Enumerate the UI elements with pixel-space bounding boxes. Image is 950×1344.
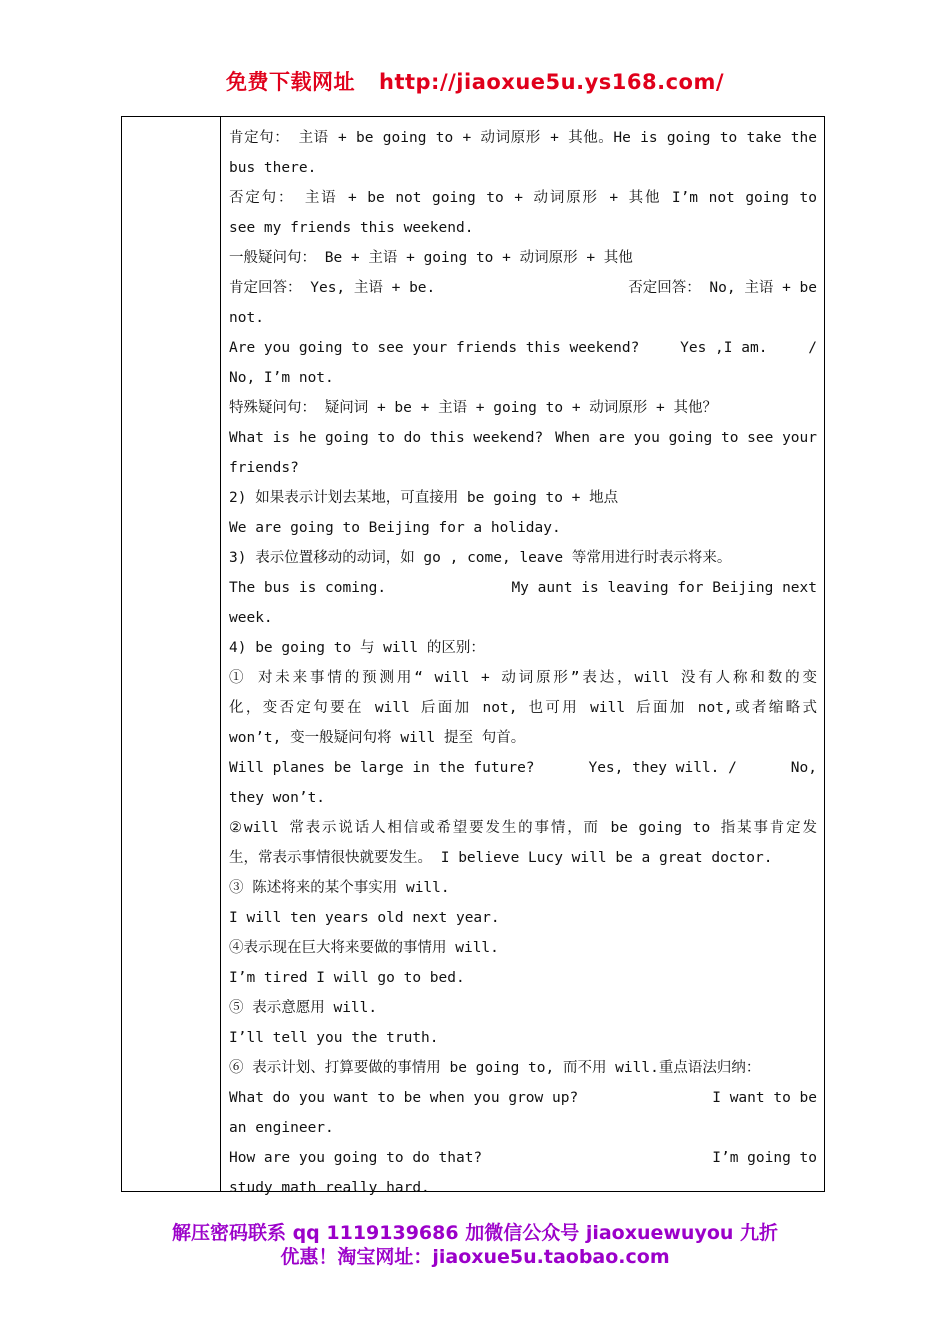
text-line: [229, 573, 817, 603]
text-segment: No,: [790, 760, 817, 776]
text-segment: The bus is coming.: [229, 580, 387, 596]
text-line: friends?: [229, 460, 299, 476]
text-line: I’ll tell you the truth.: [229, 1030, 439, 1046]
text-line: ③ 陈述将来的某个事实用 will.: [229, 880, 450, 896]
text-line: bus there.: [229, 160, 317, 176]
text-line: [229, 273, 817, 303]
header-label: 免费下载网址: [226, 70, 355, 94]
text-line: 3) 表示位置移动的动词，如 go , come, leave 等常用进行时表示将来。: [229, 550, 732, 566]
text-line: 化，变否定句要在 will 后面加 not, 也可用 will 后面加 not,或者缩略式: [229, 700, 817, 716]
text-line: I’m tired I will go to bed.: [229, 970, 465, 986]
text-line: 4) be going to 与 will 的区别：: [229, 640, 485, 656]
text-line: not.: [229, 310, 264, 326]
text-line: ⑤ 表示意愿用 will.: [229, 1000, 378, 1016]
text-line: 特殊疑问句： 疑问词 + be + 主语 + going to + 动词原形 + 其他？: [229, 400, 717, 416]
footer-contact-line: 解压密码联系 qq 1119139686 加微信公众号 jiaoxuewuyou 九折: [171, 1222, 779, 1244]
text-line: [229, 1143, 817, 1173]
text-line: ① 对未来事情的预测用“ will + 动词原形”表达，will 没有人称和数的变: [229, 670, 817, 686]
text-segment: I’m going to: [712, 1150, 817, 1166]
text-segment: When are you going to see your: [555, 430, 817, 446]
text-segment: What is he going to do this weekend?: [229, 430, 544, 446]
text-line: 肯定句： 主语 + be going to + 动词原形 + 其他。He is going to take the: [229, 130, 817, 146]
text-segment: Will planes be large in the future?: [229, 760, 535, 776]
text-line: 2) 如果表示计划去某地，可直接用 be going to + 地点: [229, 490, 619, 506]
download-header: [0, 66, 950, 96]
text-line: We are going to Beijing for a holiday.: [229, 520, 561, 536]
text-line: ②will 常表示说话人相信或希望要发生的事情，而 be going to 指某事肯定发: [229, 820, 817, 836]
text-segment: Yes, they will. /: [588, 760, 737, 776]
text-segment: 否定回答： No, 主语 + be: [628, 280, 817, 296]
text-segment: Yes ,I am.: [680, 340, 768, 356]
text-segment: How are you going to do that?: [229, 1150, 483, 1166]
text-segment: What do you want to be when you grow up?: [229, 1090, 579, 1106]
text-line: they won’t.: [229, 790, 326, 806]
footer-shop-line: 优惠！淘宝网址：jiaoxue5u.taobao.com: [280, 1246, 670, 1268]
grammar-content-cell: [229, 123, 817, 1203]
text-line: study math really hard.: [229, 1180, 430, 1196]
text-line: ④表示现在巨大将来要做的事情用 will.: [229, 940, 499, 956]
text-line: week.: [229, 610, 273, 626]
text-segment: My aunt is leaving for Beijing next: [511, 580, 817, 596]
text-line: see my friends this weekend.: [229, 220, 474, 236]
text-line: won’t, 变一般疑问句将 will 提至 句首。: [229, 730, 526, 746]
text-line: No, I’m not.: [229, 370, 334, 386]
text-line: [229, 423, 817, 453]
text-segment: 肯定回答： Yes, 主语 + be.: [229, 280, 436, 296]
text-segment: I want to be: [712, 1090, 817, 1106]
text-segment: /: [808, 340, 817, 356]
text-line: 一般疑问句： Be + 主语 + going to + 动词原形 + 其他: [229, 250, 633, 266]
text-segment: Are you going to see your friends this weekend?: [229, 340, 640, 356]
column-divider: [220, 117, 221, 1191]
document-table: [121, 116, 825, 1196]
text-line: [229, 333, 817, 363]
header-url-link[interactable]: http://jiaoxue5u.ys168.com/: [379, 70, 724, 94]
text-line: 否定句： 主语 + be not going to + 动词原形 + 其他 I’m not going to: [229, 190, 817, 206]
text-line: an engineer.: [229, 1120, 334, 1136]
text-line: [229, 753, 817, 783]
text-line: [229, 1083, 817, 1113]
text-line: 生，常表示事情很快就要发生。 I believe Lucy will be a great doctor.: [229, 850, 773, 866]
text-line: I will ten years old next year.: [229, 910, 500, 926]
text-line: ⑥ 表示计划、打算要做的事情用 be going to, 而不用 will.重点语法归纳：: [229, 1060, 761, 1076]
